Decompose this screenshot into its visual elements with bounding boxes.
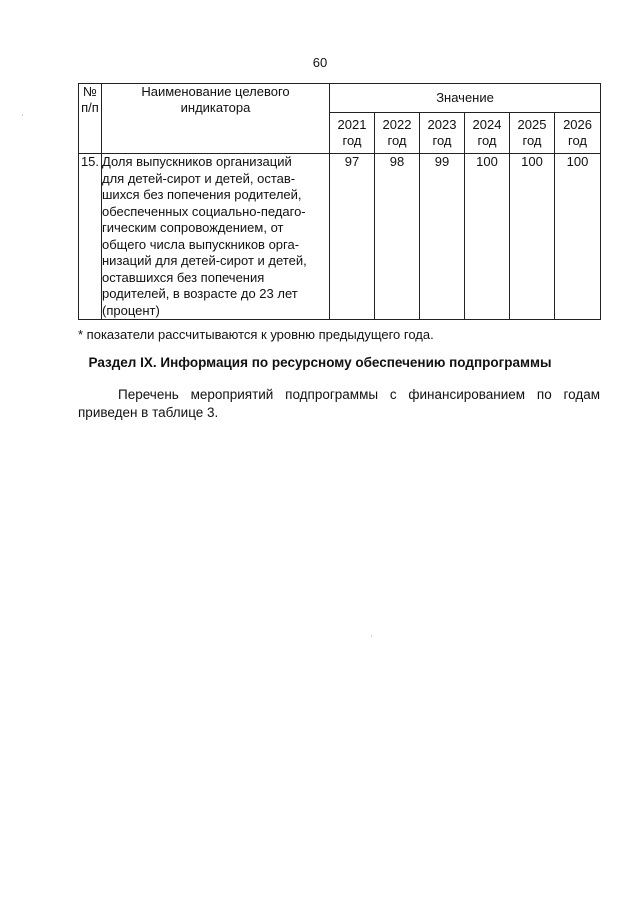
table-row xyxy=(79,154,601,320)
year-number: 2021 xyxy=(337,117,367,132)
indicator-name-line: низаций для детей-сирот и детей, xyxy=(102,253,307,268)
table-header-row xyxy=(79,84,601,113)
header-name-line: Наименование целевого xyxy=(141,84,290,99)
value-2024: 100 xyxy=(465,154,510,320)
page-number: 60 xyxy=(312,55,328,70)
header-year-2025 xyxy=(510,113,555,154)
indicator-name-line: оставшихся без попечения xyxy=(102,269,265,285)
header-number xyxy=(79,84,102,154)
header-number-line: № xyxy=(83,84,97,99)
year-unit: год xyxy=(342,133,362,148)
body-paragraph xyxy=(78,386,600,422)
year-number: 2022 xyxy=(382,117,412,132)
year-unit: год xyxy=(477,133,497,148)
header-year-2021 xyxy=(330,113,375,154)
header-value: Значение xyxy=(330,84,601,113)
table-footnote: * показатели рассчитываются к уровню предыдущего года. xyxy=(78,327,434,342)
header-year-2023 xyxy=(420,113,465,154)
header-name-line: индикатора xyxy=(180,100,251,115)
indicator-name-line: обеспеченных социально-педаго- xyxy=(102,203,306,219)
value-2022: 98 xyxy=(375,154,420,320)
year-unit: год xyxy=(568,133,588,148)
indicator-name-line: общего числа выпускников орга- xyxy=(102,236,300,252)
indicator-name-line: (процент) xyxy=(102,302,160,318)
header-year-2024 xyxy=(465,113,510,154)
year-unit: год xyxy=(387,133,407,148)
indicator-name-line: шихся без попечения родителей, xyxy=(102,187,302,202)
indicator-name-line: Доля выпускников организаций xyxy=(102,154,292,169)
year-number: 2026 xyxy=(563,117,592,132)
scan-artifact xyxy=(22,114,23,116)
header-number-line: п/п xyxy=(81,100,99,115)
value-2026: 100 xyxy=(555,154,601,320)
scan-artifact xyxy=(371,635,372,637)
value-2021: 97 xyxy=(330,154,375,320)
indicator-name-line: гическим сопровождением, от xyxy=(102,220,284,235)
indicator-name-line: родителей, в возрасте до 23 лет xyxy=(102,286,298,301)
value-2025: 100 xyxy=(510,154,555,320)
header-indicator-name xyxy=(102,84,330,154)
indicator-name xyxy=(102,154,330,320)
year-number: 2024 xyxy=(472,117,502,132)
year-unit: год xyxy=(432,133,452,148)
section-title: Раздел IX. Информация по ресурсному обеспечению подпрограммы xyxy=(88,355,552,370)
value-2023: 99 xyxy=(420,154,465,320)
header-year-2026 xyxy=(555,113,601,154)
year-number: 2023 xyxy=(427,117,457,132)
paragraph-line: Перечень мероприятий подпрограммы с финансированием по годам xyxy=(118,387,600,402)
paragraph-line: приведен в таблице 3. xyxy=(78,405,219,420)
year-number: 2025 xyxy=(517,117,547,132)
header-year-2022 xyxy=(375,113,420,154)
row-number: 15. xyxy=(79,154,102,320)
indicator-name-line: для детей-сирот и детей, остав- xyxy=(102,170,296,186)
year-unit: год xyxy=(522,133,542,148)
target-indicators-table xyxy=(78,83,601,320)
